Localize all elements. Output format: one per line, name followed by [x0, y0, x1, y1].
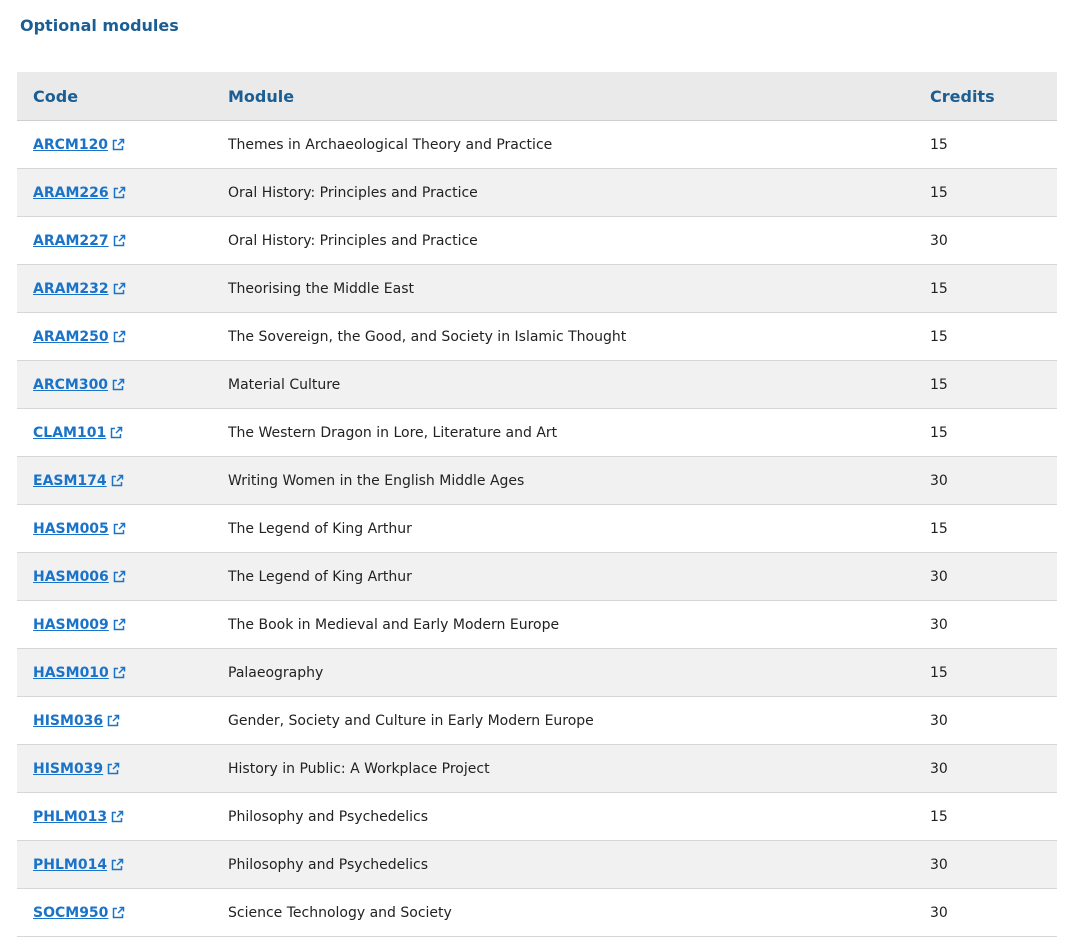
module-code-text: ARAM250	[33, 328, 109, 345]
cell-module: The Legend of King Arthur	[228, 553, 930, 601]
table-row	[17, 841, 1057, 889]
cell-credits: 30	[930, 217, 1057, 265]
module-code-text: SOCM950	[33, 904, 109, 921]
cell-module: The Western Dragon in Lore, Literature and Art	[228, 409, 930, 457]
cell-code	[17, 793, 228, 841]
module-code-link[interactable]	[33, 905, 125, 921]
module-code-text: ARCM120	[33, 136, 109, 153]
table-row	[17, 265, 1057, 313]
external-link-icon	[112, 186, 126, 200]
cell-credits: 15	[930, 361, 1057, 409]
cell-code	[17, 265, 228, 313]
table-row	[17, 121, 1057, 169]
cell-module: Science Technology and Society	[228, 889, 930, 937]
cell-credits: 30	[930, 457, 1057, 505]
cell-module: Philosophy and Psychedelics	[228, 841, 930, 889]
cell-credits: 15	[930, 505, 1057, 553]
module-code-link[interactable]	[33, 521, 126, 537]
external-link-icon	[106, 714, 120, 728]
cell-module: Oral History: Principles and Practice	[228, 169, 930, 217]
cell-code	[17, 121, 228, 169]
external-link-icon	[112, 522, 126, 536]
external-link-icon	[110, 858, 124, 872]
module-code-text: HASM010	[33, 664, 109, 681]
cell-credits: 15	[930, 121, 1057, 169]
header-code: Code	[17, 72, 228, 121]
cell-module: The Legend of King Arthur	[228, 505, 930, 553]
cell-code	[17, 457, 228, 505]
module-code-link[interactable]	[33, 665, 126, 681]
external-link-icon	[112, 282, 126, 296]
module-code-link[interactable]	[33, 569, 126, 585]
cell-module: History in Public: A Workplace Project	[228, 745, 930, 793]
cell-credits: 15	[930, 313, 1057, 361]
module-code-text: ARAM227	[33, 232, 109, 249]
cell-code	[17, 409, 228, 457]
cell-credits: 30	[930, 745, 1057, 793]
cell-module: Palaeography	[228, 649, 930, 697]
external-link-icon	[112, 234, 126, 248]
module-code-link[interactable]	[33, 425, 123, 441]
cell-code	[17, 697, 228, 745]
table-row	[17, 553, 1057, 601]
cell-credits: 30	[930, 889, 1057, 937]
external-link-icon	[110, 474, 124, 488]
cell-module: Themes in Archaeological Theory and Practice	[228, 121, 930, 169]
cell-module: The Sovereign, the Good, and Society in Islamic Thought	[228, 313, 930, 361]
cell-module: Writing Women in the English Middle Ages	[228, 457, 930, 505]
module-code-link[interactable]	[33, 137, 125, 153]
cell-module: Theorising the Middle East	[228, 265, 930, 313]
cell-code	[17, 361, 228, 409]
table-row	[17, 505, 1057, 553]
cell-credits: 30	[930, 553, 1057, 601]
module-code-link[interactable]	[33, 761, 120, 777]
module-code-link[interactable]	[33, 233, 126, 249]
module-code-link[interactable]	[33, 473, 124, 489]
module-code-link[interactable]	[33, 377, 125, 393]
module-code-text: HASM005	[33, 520, 109, 537]
external-link-icon	[111, 378, 125, 392]
cell-credits: 15	[930, 649, 1057, 697]
cell-credits: 30	[930, 697, 1057, 745]
cell-code	[17, 217, 228, 265]
cell-code	[17, 649, 228, 697]
external-link-icon	[110, 810, 124, 824]
table-body	[17, 121, 1057, 937]
module-code-link[interactable]	[33, 713, 120, 729]
module-code-link[interactable]	[33, 329, 126, 345]
table-row	[17, 169, 1057, 217]
module-code-link[interactable]	[33, 281, 126, 297]
cell-credits: 15	[930, 409, 1057, 457]
table-row	[17, 697, 1057, 745]
module-code-text: ARCM300	[33, 376, 109, 393]
cell-code	[17, 745, 228, 793]
table-row	[17, 793, 1057, 841]
table-row	[17, 649, 1057, 697]
table-row	[17, 313, 1057, 361]
table-row	[17, 745, 1057, 793]
cell-module: Gender, Society and Culture in Early Modern Europe	[228, 697, 930, 745]
table-row	[17, 601, 1057, 649]
module-code-text: PHLM014	[33, 856, 108, 873]
module-code-link[interactable]	[33, 185, 126, 201]
module-code-text: ARAM226	[33, 184, 109, 201]
external-link-icon	[109, 426, 123, 440]
cell-module: Material Culture	[228, 361, 930, 409]
module-code-link[interactable]	[33, 617, 126, 633]
module-code-text: ARAM232	[33, 280, 109, 297]
external-link-icon	[112, 666, 126, 680]
table-row	[17, 361, 1057, 409]
table-row	[17, 457, 1057, 505]
cell-credits: 15	[930, 169, 1057, 217]
module-code-link[interactable]	[33, 809, 124, 825]
cell-code	[17, 841, 228, 889]
external-link-icon	[111, 906, 125, 920]
cell-module: The Book in Medieval and Early Modern Europe	[228, 601, 930, 649]
table-row	[17, 889, 1057, 937]
cell-credits: 30	[930, 841, 1057, 889]
table-row	[17, 409, 1057, 457]
section-title: Optional modules	[20, 16, 179, 35]
cell-credits: 15	[930, 265, 1057, 313]
external-link-icon	[112, 570, 126, 584]
cell-code	[17, 313, 228, 361]
modules-table	[17, 72, 1057, 937]
table-row	[17, 217, 1057, 265]
external-link-icon	[112, 330, 126, 344]
module-code-link[interactable]	[33, 857, 124, 873]
module-code-text: HISM036	[33, 712, 104, 729]
module-code-text: HASM009	[33, 616, 109, 633]
module-code-text: PHLM013	[33, 808, 108, 825]
external-link-icon	[111, 138, 125, 152]
external-link-icon	[112, 618, 126, 632]
module-code-text: CLAM101	[33, 424, 107, 441]
cell-code	[17, 169, 228, 217]
module-code-text: HASM006	[33, 568, 109, 585]
cell-credits: 15	[930, 793, 1057, 841]
cell-code	[17, 601, 228, 649]
module-code-text: HISM039	[33, 760, 104, 777]
table-header-row	[17, 72, 1057, 121]
cell-credits: 30	[930, 601, 1057, 649]
cell-module: Oral History: Principles and Practice	[228, 217, 930, 265]
cell-code	[17, 889, 228, 937]
cell-module: Philosophy and Psychedelics	[228, 793, 930, 841]
header-module: Module	[228, 72, 930, 121]
module-code-text: EASM174	[33, 472, 107, 489]
cell-code	[17, 505, 228, 553]
cell-code	[17, 553, 228, 601]
header-credits: Credits	[930, 72, 1057, 121]
external-link-icon	[106, 762, 120, 776]
